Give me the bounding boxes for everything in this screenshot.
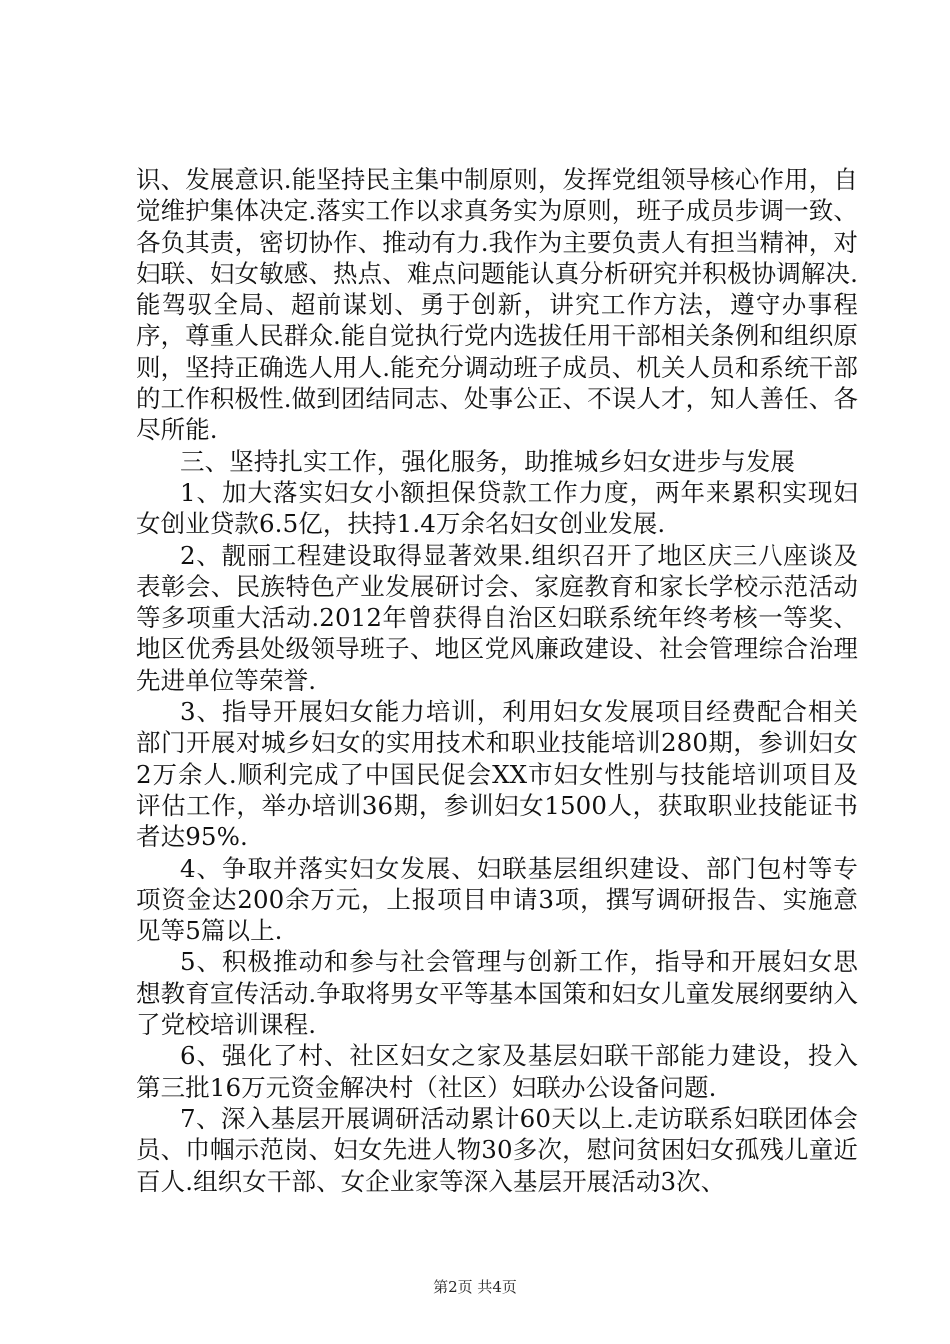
- paragraph-continuation: 识、发展意识.能坚持民主集中制原则，发挥党组领导核心作用，自觉维护集体决定.落实工作以求真务实为原则，班子成员步调一致、各负其责，密切协作、推动有力.我作为主要负责人有担当精神，对妇联、妇女敏感、热点、难点问题能认真分析研究并积极协调解决.能驾驭全局、超前谋划、勇于创新，讲究工作方法，遵守办事程序，尊重人民群众.能自觉执行党内选拔任用干部相关条例和组织原则，坚持正确选人用人.能充分调动班子成员、机关人员和系统干部的工作积极性.做到团结同志、处事公正、不误人才，知人善任、各尽所能.: [136, 165, 858, 445]
- list-item-1: 1、加大落实妇女小额担保贷款工作力度，两年来累积实现妇女创业贷款6.5亿，扶持1.4万余名妇女创业发展.: [136, 477, 858, 539]
- section-heading: 三、坚持扎实工作，强化服务，助推城乡妇女进步与发展: [180, 446, 795, 476]
- list-item-7: 7、深入基层开展调研活动累计60天以上.走访联系妇联团体会员、巾帼示范岗、妇女先进人物30多次，慰问贫困妇女孤残儿童近百人.组织女干部、女企业家等深入基层开展活动3次、: [136, 1103, 858, 1196]
- list-item-6: 6、强化了村、社区妇女之家及基层妇联干部能力建设，投入第三批16万元资金解决村（社区）妇联办公设备问题.: [136, 1041, 858, 1102]
- document-body: [136, 164, 858, 1197]
- page-number-footer: 第2页 共4页: [433, 1278, 517, 1296]
- list-item-5: 5、积极推动和参与社会管理与创新工作，指导和开展妇女思想教育宣传活动.争取将男女平等基本国策和妇女儿童发展纲要纳入了党校培训课程.: [136, 947, 858, 1040]
- list-item-4: 4、争取并落实妇女发展、妇联基层组织建设、部门包村等专项资金达200余万元，上报项目申请3项，撰写调研报告、实施意见等5篇以上.: [136, 853, 858, 946]
- list-item-2: 2、靓丽工程建设取得显著效果.组织召开了地区庆三八座谈及表彰会、民族特色产业发展研讨会、家庭教育和家长学校示范活动等多项重大活动.2012年曾获得自治区妇联系统年终考核一等奖、地区优秀县处级领导班子、地区党风廉政建设、社会管理综合治理先进单位等荣誉.: [136, 540, 858, 695]
- list-item-3: 3、指导开展妇女能力培训，利用妇女发展项目经费配合相关部门开展对城乡妇女的实用技术和职业技能培训280期，参训妇女2万余人.顺利完成了中国民促会XX市妇女性别与技能培训项目及评估工作，举办培训36期，参训妇女1500人，获取职业技能证书者达95%.: [136, 697, 858, 852]
